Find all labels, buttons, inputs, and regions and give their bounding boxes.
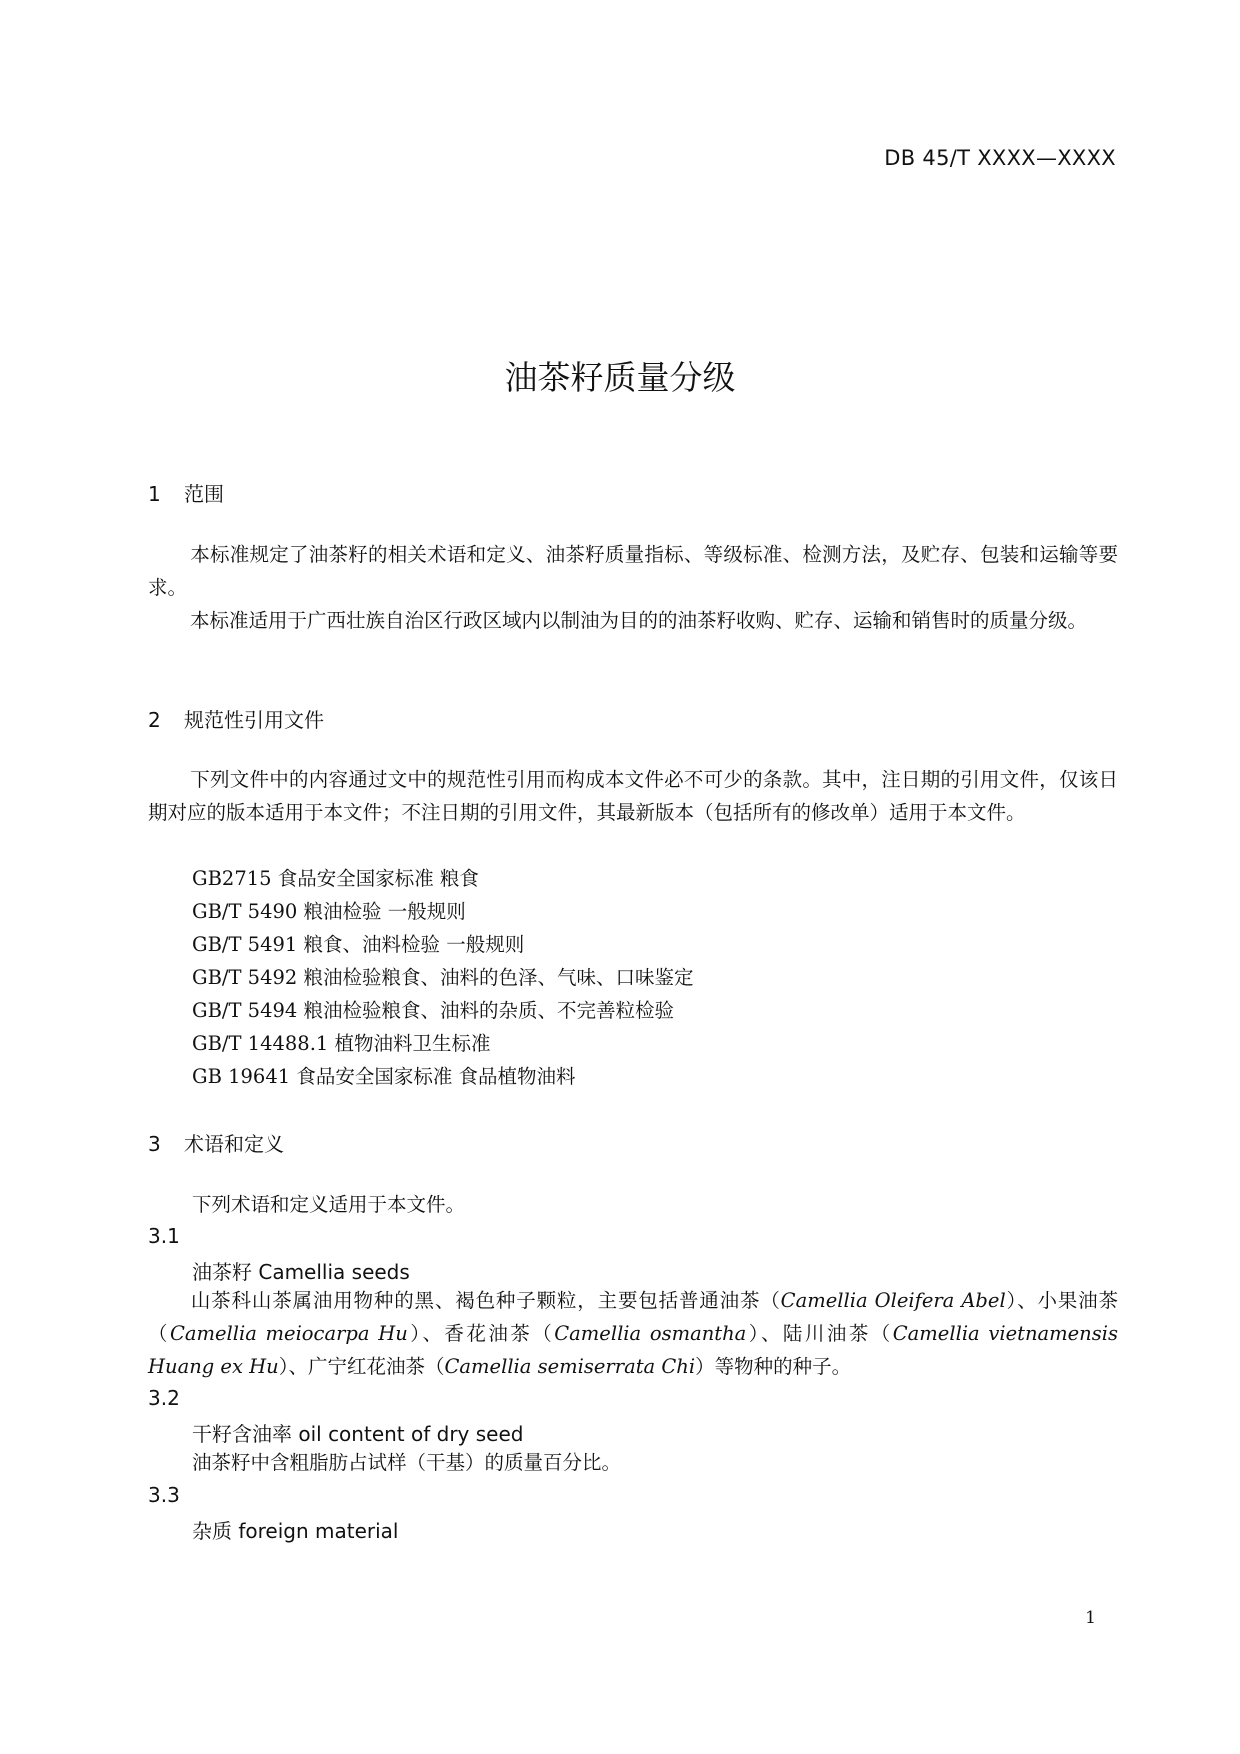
- document-code: DB 45/T XXXX—XXXX: [884, 146, 1116, 170]
- clause-number: 3.1: [148, 1224, 180, 1248]
- reference-item: GB/T 14488.1 植物油料卫生标准: [192, 1032, 491, 1055]
- reference-item: GB 19641 食品安全国家标准 食品植物油料: [192, 1065, 576, 1088]
- reference-item: GB/T 5494 粮油检验粮食、油料的杂质、不完善粒检验: [192, 999, 675, 1022]
- reference-item: GB/T 5492 粮油检验粮食、油料的色泽、气味、口味鉴定: [192, 966, 694, 989]
- clause-number: 3.3: [148, 1483, 180, 1507]
- species-name: Camellia semiserrata Chi: [444, 1355, 696, 1378]
- section-heading-scope: [148, 478, 224, 507]
- species-name: Camellia osmantha: [554, 1322, 747, 1345]
- section-title: 规范性引用文件: [184, 708, 324, 732]
- reference-item: GB2715 食品安全国家标准 粮食: [192, 867, 479, 890]
- section-number: 3: [148, 1132, 161, 1156]
- section-number: 1: [148, 482, 161, 506]
- species-name: Camellia meiocarpa Hu: [169, 1322, 408, 1345]
- terms-intro-paragraph: 下列术语和定义适用于本文件。: [192, 1193, 466, 1216]
- page-number: 1: [1085, 1608, 1096, 1628]
- section-number: 2: [148, 708, 161, 732]
- term-definition: 山茶科山茶属油用物种的黑、褐色种子颗粒，主要包括普通油茶（Camellia Oleifera Abel）、小果油茶（Camellia meiocarpa Hu）、香花油茶（Camellia osmantha）、陆川油茶（Camellia vietnamensis Huang ex Hu）、广宁红花油茶（Camellia semiserrata Chi）等物种的种子。: [148, 1289, 1118, 1378]
- section-heading-terms-definitions: [148, 1128, 284, 1157]
- reference-item: GB/T 5491 粮食、油料检验 一般规则: [192, 933, 525, 956]
- species-name: Camellia Oleifera Abel: [780, 1289, 1006, 1312]
- section-title: 范围: [184, 482, 224, 506]
- scope-paragraph-1: 本标准规定了油茶籽的相关术语和定义、油茶籽质量指标、等级标准、检测方法，及贮存、包装和运输等要求。: [148, 543, 1118, 599]
- reference-item: GB/T 5490 粮油检验 一般规则: [192, 900, 466, 923]
- clause-number: 3.2: [148, 1386, 180, 1410]
- term-heading: 油茶籽 Camellia seeds: [192, 1260, 410, 1284]
- scope-paragraph-2: 本标准适用于广西壮族自治区行政区域内以制油为目的的油茶籽收购、贮存、运输和销售时的质量分级。: [190, 609, 1088, 632]
- term-heading: 杂质 foreign material: [192, 1519, 399, 1543]
- section-heading-normative-references: [148, 704, 324, 733]
- section-title: 术语和定义: [184, 1132, 284, 1156]
- species-name: Camellia vietnamensis Huang ex Hu: [148, 1322, 1118, 1378]
- term-heading: 干籽含油率 oil content of dry seed: [192, 1422, 524, 1446]
- references-intro-paragraph: 下列文件中的内容通过文中的规范性引用而构成本文件必不可少的条款。其中，注日期的引用文件，仅该日期对应的版本适用于本文件；不注日期的引用文件，其最新版本（包括所有的修改单）适用于本文件。: [148, 768, 1118, 824]
- document-title: 油茶籽质量分级: [504, 358, 736, 397]
- term-definition: 油茶籽中含粗脂肪占试样（干基）的质量百分比。: [192, 1451, 622, 1474]
